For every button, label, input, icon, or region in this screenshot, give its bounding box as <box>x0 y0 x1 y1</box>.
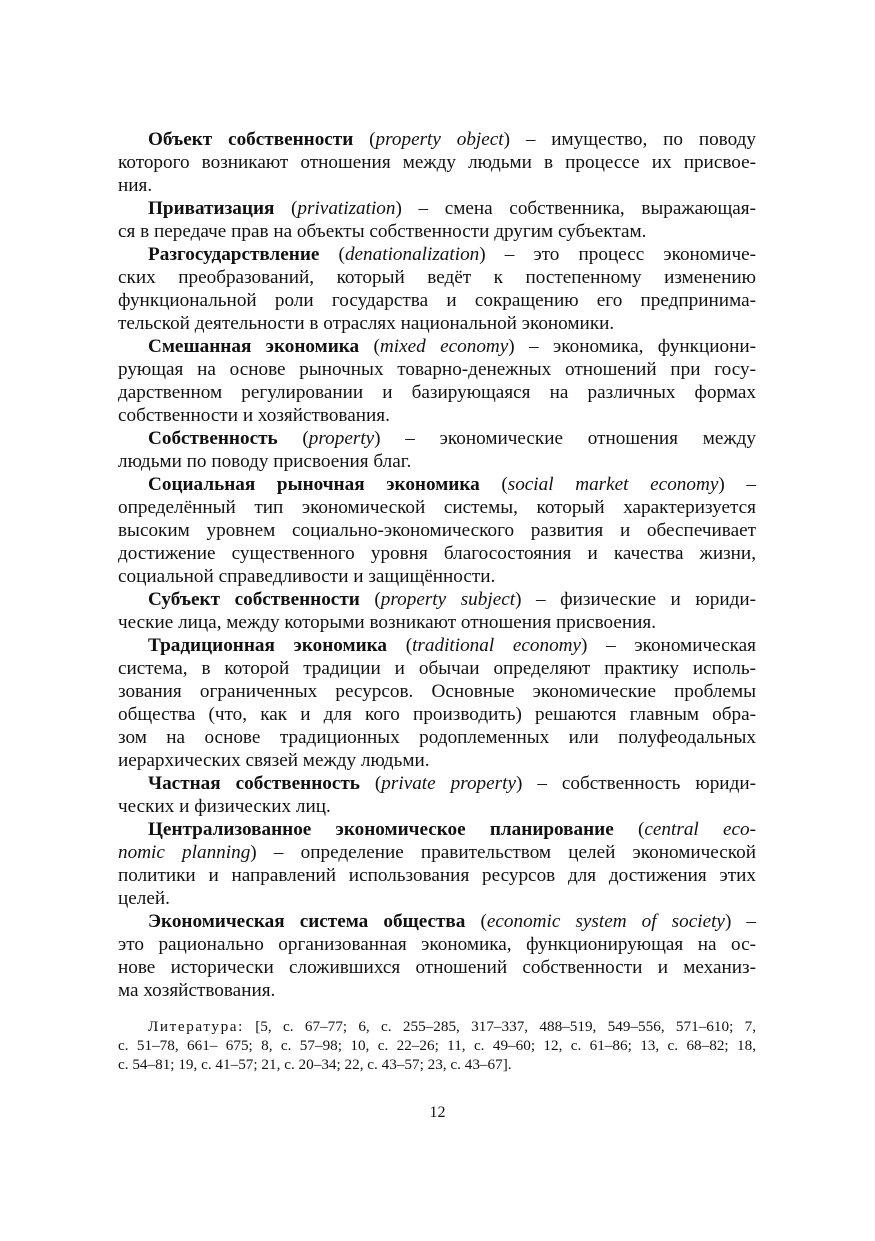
glossary-entry <box>118 772 756 818</box>
paren-open: ( <box>277 428 309 449</box>
definition-text: функциональной роли государства и сокращению его предпринима- <box>118 290 756 311</box>
glossary-body <box>118 128 756 1002</box>
english-term: privatization <box>297 198 396 219</box>
english-term: property subject <box>380 589 516 610</box>
text-line <box>118 519 756 542</box>
literature-text: [5, с. 67–77; 6, с. 255–285, 317–337, 488–519, 549–556, 571–610; 7, <box>243 1018 756 1035</box>
paren-open: ( <box>465 911 487 932</box>
definition-text: определённый тип экономической системы, который характеризуется <box>118 497 756 518</box>
text-line <box>118 542 756 565</box>
english-term: property <box>308 428 375 449</box>
text-line <box>118 312 756 335</box>
text-line <box>118 335 756 358</box>
text-line <box>118 128 756 151</box>
glossary-term: Субъект собственности <box>148 589 360 610</box>
glossary-term: Традиционная экономика <box>148 635 388 656</box>
definition-text: ) – имущество, по поводу <box>503 129 757 150</box>
definition-text: политики и направлений использования ресурсов для достижения этих <box>118 865 756 886</box>
text-line <box>118 427 756 450</box>
definition-text: общества (что, как и для кого производить) решаются главным обра- <box>118 704 756 725</box>
definition-text: ) – <box>718 474 756 495</box>
paren-open: ( <box>319 244 345 265</box>
definition-text: целей. <box>118 888 170 909</box>
definition-text: ) – экономика, функциони- <box>508 336 757 357</box>
english-term: traditional economy <box>412 635 582 656</box>
paren-open: ( <box>613 819 645 840</box>
definition-text: ) – <box>724 911 757 932</box>
text-line <box>118 197 756 220</box>
definition-text: ) – физические и юриди- <box>515 589 757 610</box>
text-line <box>118 611 756 634</box>
definition-text: ских преобразований, который ведёт к постепенному изменению <box>118 267 756 288</box>
definition-text: собственности и хозяйствования. <box>118 405 390 426</box>
definition-text: ) – это процесс экономиче- <box>479 244 756 265</box>
english-term: central eco- <box>644 819 756 840</box>
text-line <box>118 818 756 841</box>
paren-open: ( <box>359 589 381 610</box>
text-line <box>118 243 756 266</box>
glossary-entry <box>118 197 756 243</box>
text-line <box>118 680 756 703</box>
definition-text: нове исторически сложившихся отношений собственности и механиз- <box>118 957 756 978</box>
definition-text: которого возникают отношения между людьми в процессе их присвое- <box>118 152 756 173</box>
definition-text: социальной справедливости и защищённости. <box>118 566 496 587</box>
glossary-entry <box>118 910 756 1002</box>
english-term: social market economy <box>507 474 719 495</box>
glossary-entry <box>118 128 756 197</box>
glossary-entry <box>118 243 756 335</box>
glossary-entry <box>118 473 756 588</box>
text-line <box>118 588 756 611</box>
glossary-term: Централизованное экономическое планирование <box>148 819 614 840</box>
english-term: mixed economy <box>379 336 509 357</box>
text-line <box>118 726 756 749</box>
paren-open: ( <box>359 336 380 357</box>
text-line <box>118 266 756 289</box>
glossary-entry <box>118 335 756 427</box>
text-line <box>118 565 756 588</box>
definition-text: высоким уровнем социально-экономического развития и обеспечивает <box>118 520 756 541</box>
paren-open: ( <box>359 773 382 794</box>
text-line <box>118 220 756 243</box>
definition-text: ) – собственность юриди- <box>515 773 756 794</box>
glossary-term: Объект собственности <box>148 129 354 150</box>
text-line <box>118 289 756 312</box>
definition-text: ния. <box>118 175 153 196</box>
glossary-term: Разгосударствление <box>148 244 320 265</box>
definition-text: ческие лица, между которыми возникают отношения присвоения. <box>118 612 657 633</box>
text-line <box>118 910 756 933</box>
definition-text: ) – экономические отношения между <box>374 428 756 449</box>
definition-text: тельской деятельности в отраслях национальной экономики. <box>118 313 615 334</box>
english-term: nomic planning <box>118 842 251 863</box>
literature-line: с. 51–78, 661– 675; 8, с. 57–98; 10, с. 22–26; 11, с. 49–60; 12, с. 61–86; 13, с. 68–82; 18, <box>118 1037 756 1054</box>
literature-line: с. 54–81; 19, с. 41–57; 21, с. 20–34; 22, с. 43–57; 23, с. 43–67]. <box>118 1056 512 1073</box>
english-term: denationalization <box>344 244 480 265</box>
glossary-term: Смешанная экономика <box>148 336 360 357</box>
page-number: 12 <box>429 1104 446 1121</box>
definition-text: достижение существенного уровня благосостояния и качества жизни, <box>118 543 756 564</box>
definition-text: зования ограниченных ресурсов. Основные экономические проблемы <box>118 681 756 702</box>
text-line <box>118 450 756 473</box>
paren-open: ( <box>479 474 508 495</box>
glossary-entry <box>118 427 756 473</box>
text-line <box>118 864 756 887</box>
definition-text: зом на основе традиционных родоплеменных или полуфеодальных <box>118 727 756 748</box>
glossary-term: Приватизация <box>148 198 275 219</box>
text-line <box>118 979 756 1002</box>
text-line <box>118 657 756 680</box>
english-term: private property <box>381 773 516 794</box>
definition-text: система, в которой традиции и обычаи определяют практику исполь- <box>118 658 756 679</box>
text-line <box>118 887 756 910</box>
paren-open: ( <box>387 635 413 656</box>
definition-text: это рационально организованная экономика, функционирующая на ос- <box>118 934 756 955</box>
literature-references <box>118 1017 756 1074</box>
definition-text: ) – экономическая <box>581 635 756 656</box>
glossary-term: Экономическая система общества <box>148 911 466 932</box>
glossary-term: Социальная рыночная экономика <box>148 474 480 495</box>
text-line <box>118 151 756 174</box>
literature-label: Литература: <box>148 1018 244 1035</box>
text-line <box>118 956 756 979</box>
glossary-entry <box>118 818 756 910</box>
glossary-entry <box>118 634 756 772</box>
definition-text: ся в передаче прав на объекты собственности другим субъектам. <box>118 221 647 242</box>
glossary-entry <box>118 588 756 634</box>
text-line <box>118 634 756 657</box>
english-term: economic system of society <box>486 911 725 932</box>
text-line <box>118 473 756 496</box>
text-line <box>118 174 756 197</box>
text-line <box>118 404 756 427</box>
glossary-term: Собственность <box>148 428 278 449</box>
definition-text: ма хозяйствования. <box>118 980 276 1001</box>
paren-open: ( <box>353 129 376 150</box>
text-line <box>118 841 756 864</box>
definition-text: дарственном регулировании и базирующаяся на различных формах <box>118 382 756 403</box>
text-line <box>118 933 756 956</box>
text-line <box>118 772 756 795</box>
definition-text: ) – определение правительством целей экономической <box>250 842 756 863</box>
text-line <box>118 795 756 818</box>
definition-text: ческих и физических лиц. <box>118 796 331 817</box>
definition-text: рующая на основе рыночных товарно-денежных отношений при госу- <box>118 359 756 380</box>
text-line <box>118 381 756 404</box>
glossary-term: Частная собственность <box>148 773 360 794</box>
definition-text: иерархических связей между людьми. <box>118 750 430 771</box>
english-term: property object <box>375 129 504 150</box>
text-line <box>118 358 756 381</box>
definition-text: ) – смена собственника, выражающая- <box>395 198 756 219</box>
text-line <box>118 703 756 726</box>
text-line <box>118 749 756 772</box>
literature-line <box>118 1017 756 1036</box>
text-line <box>118 496 756 519</box>
paren-open: ( <box>274 198 298 219</box>
definition-text: людьми по поводу присвоения благ. <box>118 451 412 472</box>
